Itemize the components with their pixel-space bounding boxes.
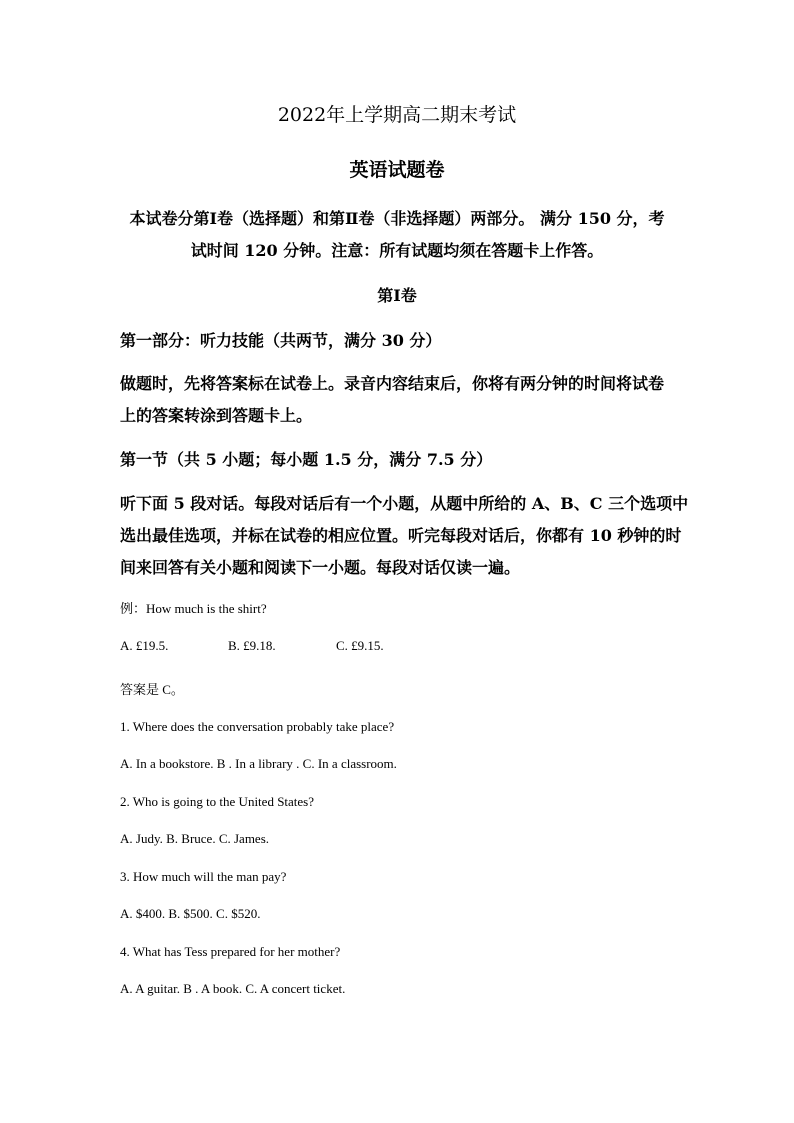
section1-instruction-line-2: 选出最佳选项，并标在试卷的相应位置。听完每段对话后，你都有 10 秒钟的时 <box>120 526 682 545</box>
part1-instruction-line-2: 上的答案转涂到答题卡上。 <box>120 406 313 425</box>
example-question: 例：How much is the shirt? <box>120 601 267 616</box>
example-answer: 答案是 C。 <box>120 682 184 697</box>
exam-subtitle: 英语试题卷 <box>349 159 445 181</box>
volume-label: 第Ⅰ卷 <box>377 286 417 305</box>
example-option-c: C. £9.15. <box>336 638 384 653</box>
section1-instruction-line-1: 听下面 5 段对话。每段对话后有一个小题，从题中所给的 A、B、C 三个选项中 <box>120 494 689 513</box>
question-1-options: A. In a bookstore. B . In a library . C. In a classroom. <box>120 756 397 771</box>
question-1-stem: 1. Where does the conversation probably take place? <box>120 719 395 734</box>
question-2-options: A. Judy. B. Bruce. C. James. <box>120 831 270 846</box>
example-option-a: A. £19.5. <box>120 638 169 653</box>
example-option-b: B. £9.18. <box>228 638 276 653</box>
part1-instruction-line-1: 做题时，先将答案标在试卷上。录音内容结束后，你将有两分钟的时间将试卷 <box>120 374 665 393</box>
section1-heading: 第一节（共 5 小题；每小题 1.5 分，满分 7.5 分） <box>120 450 493 469</box>
intro-line-1: 本试卷分第Ⅰ卷（选择题）和第Ⅱ卷（非选择题）两部分。 满分 150 分，考 <box>129 209 665 228</box>
question-4-stem: 4. What has Tess prepared for her mother? <box>120 944 341 959</box>
example-options <box>120 638 520 654</box>
question-3-stem: 3. How much will the man pay? <box>120 869 287 884</box>
question-2-stem: 2. Who is going to the United States? <box>120 794 315 809</box>
question-3-options: A. $400. B. $500. C. $520. <box>120 906 261 921</box>
intro-line-2: 试时间 120 分钟。注意：所有试题均须在答题卡上作答。 <box>190 241 604 260</box>
part1-heading: 第一部分：听力技能（共两节，满分 30 分） <box>120 331 442 350</box>
question-4-options: A. A guitar. B . A book. C. A concert ticket. <box>120 981 346 996</box>
section1-instruction-line-3: 间来回答有关小题和阅读下一小题。每段对话仅读一遍。 <box>120 558 521 577</box>
exam-title: 2022年上学期高二期末考试 <box>277 104 517 126</box>
